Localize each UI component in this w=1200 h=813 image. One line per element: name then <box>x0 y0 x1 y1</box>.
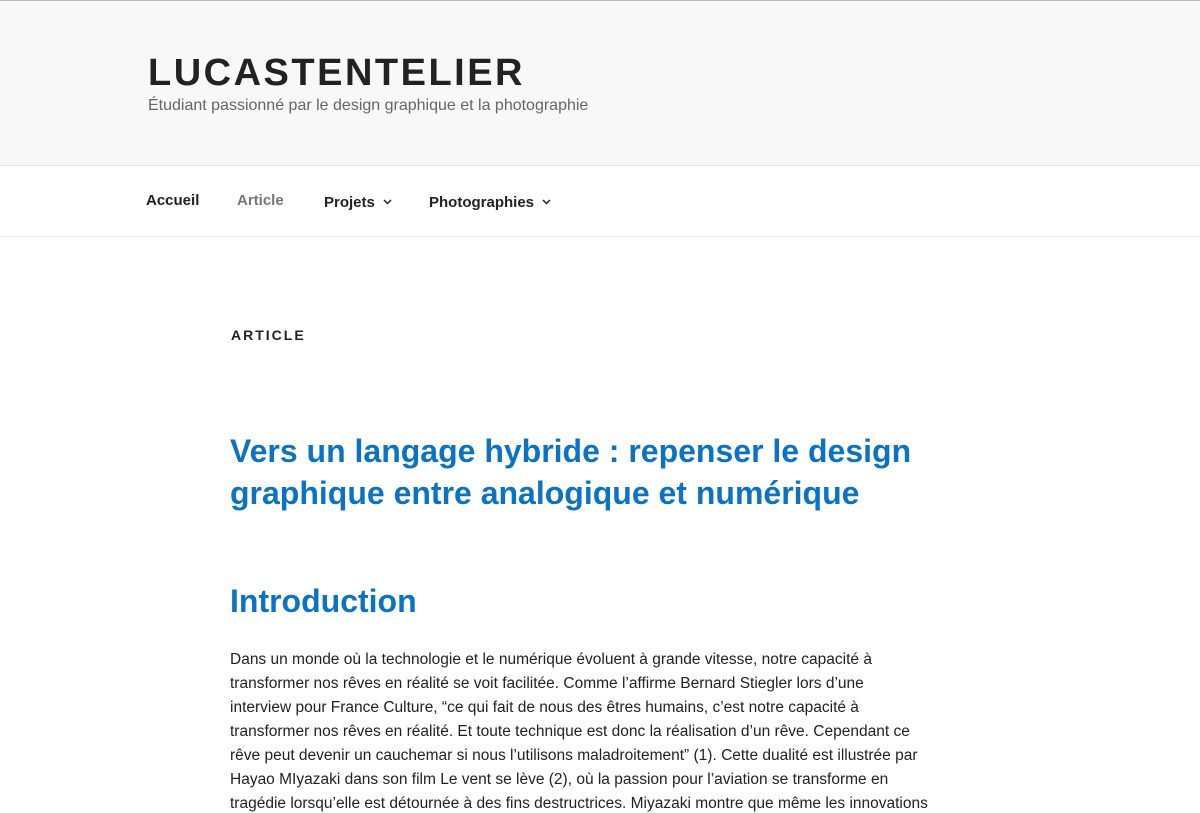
chevron-down-icon <box>383 191 392 211</box>
chevron-down-icon <box>542 191 551 211</box>
paragraph-line: Dans un monde où la technologie et le numérique évoluent à grande vitesse, notre capacité à <box>230 651 872 668</box>
nav-item-photographies[interactable] <box>429 191 551 213</box>
paragraph-line: Hayao MIyazaki dans son film Le vent se lève (2), où la passion pour l’aviation se transforme en <box>230 771 889 788</box>
main-navigation <box>0 166 1200 237</box>
nav-item-label: Accueil <box>146 192 200 209</box>
paragraph-line: interview pour France Culture, “ce qui fait de nous des êtres humains, c’est notre capacité à <box>230 699 859 716</box>
article-title: Vers un langage hybride : repenser le design graphique entre analogique et numérique <box>230 433 912 511</box>
paragraph-line: transformer nos rêves en réalité. Et toute technique est donc la réalisation d’un rêve. Cependant ce <box>230 723 910 740</box>
nav-item-label: Projets <box>324 194 375 211</box>
site-title[interactable]: LUCASTENTELIER <box>148 52 525 94</box>
nav-item-projets[interactable] <box>324 191 392 213</box>
paragraph-line: tragédie lorsqu’elle est détournée à des fins destructrices. Miyazaki montre que même les innovations <box>230 795 928 812</box>
site-description: Étudiant passionné par le design graphique et la photographie <box>148 97 589 114</box>
nav-item-label: Photographies <box>429 194 535 211</box>
paragraph-line: transformer nos rêves en réalité se voit facilitée. Comme l’affirme Bernard Stiegler lors d’une <box>230 675 864 692</box>
nav-item-label: Article <box>237 192 284 209</box>
nav-item-accueil[interactable] <box>146 191 199 211</box>
page-label: ARTICLE <box>231 327 306 343</box>
section-heading: Introduction <box>230 583 417 619</box>
paragraph-line: rêve peut devenir un cauchemar si nous l’utilisons maladroitement” (1). Cette dualité est illustrée par <box>230 747 918 764</box>
article-paragraph <box>230 648 990 813</box>
site-header <box>0 0 1200 166</box>
nav-item-article[interactable] <box>237 191 284 211</box>
